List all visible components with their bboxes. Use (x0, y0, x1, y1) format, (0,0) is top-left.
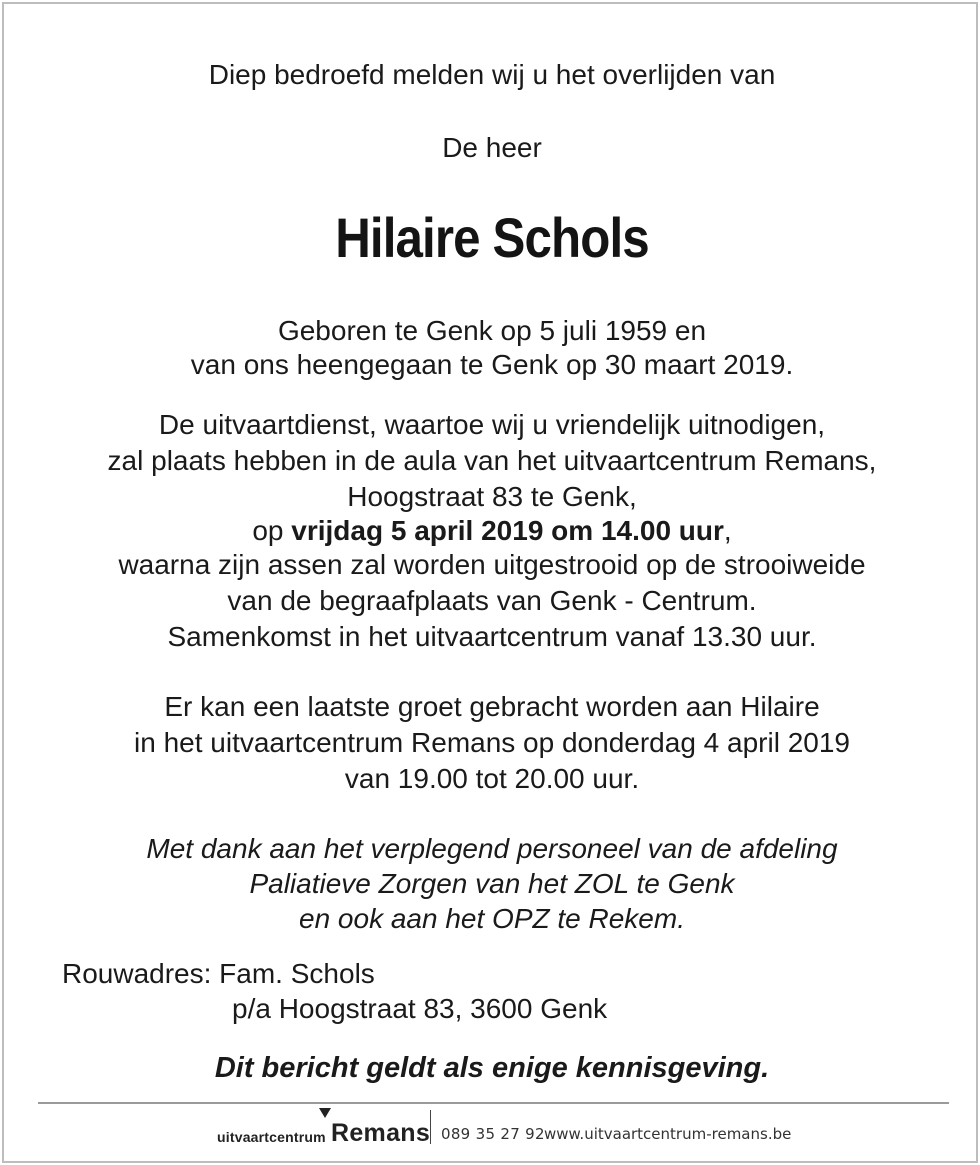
obituary-card (2, 2, 978, 1163)
service-line-6: van de begraafplaats van Genk - Centrum. (227, 585, 757, 616)
website-link[interactable]: www.uitvaartcentrum-remans.be (544, 1125, 792, 1143)
phone-number: 089 35 27 92 (441, 1125, 545, 1143)
birth-line: Geboren te Genk op 5 juli 1959 en (277, 315, 707, 346)
mourning-address-line-1: Rouwadres: Fam. Schols (62, 958, 375, 989)
logo-brand-text: Remans (331, 1119, 431, 1147)
footer (4, 1104, 980, 1161)
mourning-address-line-2: p/a Hoogstraat 83, 3600 Genk (232, 993, 608, 1024)
logo-arrow-icon (319, 1108, 331, 1118)
funeral-home-logo (217, 1118, 431, 1148)
thanks-line-3: en ook aan het OPZ te Rekem. (299, 903, 685, 934)
thanks-line-2: Paliatieve Zorgen van het ZOL te Genk (249, 868, 735, 899)
service-line-2: zal plaats hebben in de aula van het uitvaartcentrum Remans, (107, 445, 877, 476)
logo-small-text: uitvaartcentrum (217, 1129, 326, 1145)
service-line-3: Hoogstraat 83 te Genk, (347, 481, 637, 512)
deceased-name: Hilaire Schols (335, 206, 649, 269)
farewell-line-1: Er kan een laatste groet gebracht worden aan Hilaire (164, 691, 820, 722)
thanks-line-1: Met dank aan het verplegend personeel van de afdeling (146, 833, 838, 864)
farewell-line-2: in het uitvaartcentrum Remans op donderdag 4 april 2019 (134, 727, 850, 758)
closing-notice: Dit bericht geldt als enige kennisgeving. (214, 1052, 770, 1084)
service-date-suffix: , (723, 515, 732, 546)
service-line-7: Samenkomst in het uitvaartcentrum vanaf 13.30 uur. (167, 621, 817, 652)
intro-text: Diep bedroefd melden wij u het overlijden van (208, 59, 776, 90)
service-date-line (4, 514, 980, 548)
death-line: van ons heengegaan te Genk op 30 maart 2019. (190, 349, 794, 380)
service-date: vrijdag 5 april 2019 om 14.00 uur (291, 515, 724, 546)
title-prefix: De heer (442, 132, 542, 163)
farewell-line-3: van 19.00 tot 20.00 uur. (344, 763, 640, 794)
service-line-5: waarna zijn assen zal worden uitgestrooid op de strooiweide (118, 549, 866, 580)
service-date-prefix: op (252, 515, 292, 546)
footer-separator (430, 1110, 431, 1144)
service-line-1: De uitvaartdienst, waartoe wij u vriendelijk uitnodigen, (158, 409, 826, 440)
